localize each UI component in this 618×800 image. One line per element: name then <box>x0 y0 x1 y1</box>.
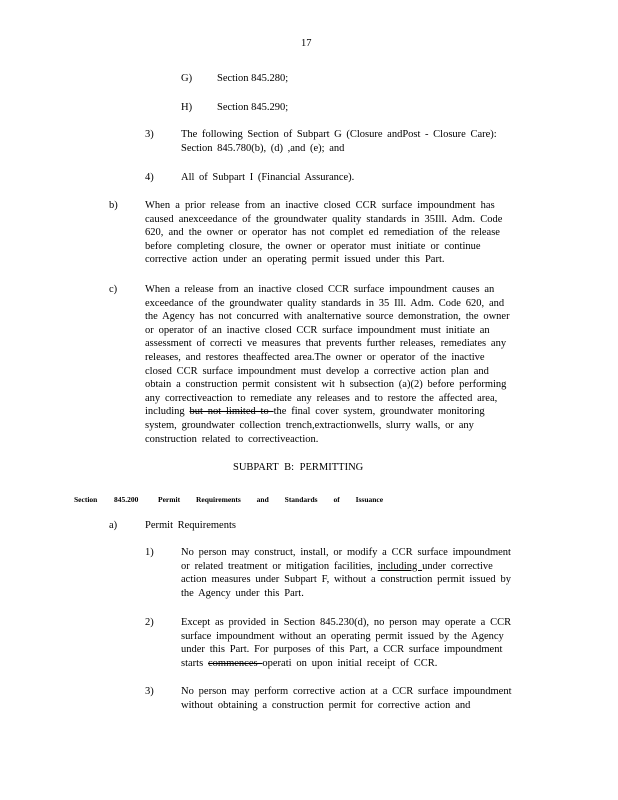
req-2-marker: 2) <box>145 617 154 628</box>
para-c-line: or operator of an inactive closed CCR surface impoundment must initiate an <box>145 324 490 336</box>
para-b-line: When a prior release from an inactive closed CCR surface impoundment has <box>145 200 495 211</box>
para-c-marker: c) <box>109 284 118 295</box>
req-2-line: surface impoundment without an operating permit issued by the Agency <box>181 630 504 642</box>
req-1-line <box>181 560 511 574</box>
req-1-text-fragment: under corrective <box>422 560 493 572</box>
para-b-line: caused anexceedance of the groundwater quality standards in 35Ill. Adm. Code <box>145 213 503 225</box>
item-3-text <box>181 128 497 155</box>
para-b-marker: b) <box>109 200 118 211</box>
req-3-line: No person may perform corrective action at a CCR surface impoundment <box>181 686 512 697</box>
struck-text: commences <box>208 657 263 669</box>
para-c-line: closed CCR surface impoundment must develop a corrective action plan and <box>145 365 489 377</box>
sub-a-marker: a) <box>109 520 118 531</box>
item-4-marker: 4) <box>145 172 154 183</box>
req-2-text-fragment: starts <box>181 657 208 669</box>
para-c-line: the Agency has not concurred with analternative source demonstration, the owner <box>145 311 510 323</box>
page-number: 17 <box>301 38 312 49</box>
para-c-line: assessment of correcti ve measures that prevents further releases, remediates any <box>145 338 507 350</box>
section-label: Section <box>74 495 98 504</box>
para-c-line: construction related to correctiveaction. <box>145 433 319 445</box>
underlined-text: including <box>377 560 423 572</box>
para-b-line: 620, and the owner or operator has not complet ed remediation of the release <box>145 227 500 239</box>
para-b-line: corrective action under an operating permit issued under this Part. <box>145 254 445 266</box>
section-title: Permit Requirements and Standards of Issuance <box>158 495 384 504</box>
para-c-line: When a release from an inactive closed CCR surface impoundment causes an <box>145 284 495 295</box>
para-c-line <box>145 405 510 419</box>
req-2-line: Except as provided in Section 845.230(d), no person may operate a CCR <box>181 617 512 628</box>
item-3-line: The following Section of Subpart G (Closure andPost - Closure Care): <box>181 129 497 140</box>
req-2-text <box>181 616 511 670</box>
para-c-line: obtain a construction permit consistent wit h subsection (a)(2) before performing <box>145 379 507 391</box>
req-1-line: action measures under Subpart F, without a construction permit issued by <box>181 574 511 586</box>
struck-text: but not limited to <box>189 406 274 418</box>
para-b-line: before completing closure, the owner or operator must initiate or continue <box>145 240 481 252</box>
para-c-text <box>145 283 510 446</box>
para-c-line: releases, and restores theaffected area.The owner or operator of the inactive <box>145 351 485 363</box>
sub-a-heading: Permit Requirements <box>145 520 236 531</box>
item-3-marker: 3) <box>145 129 154 140</box>
list-marker-g: G) <box>181 73 193 84</box>
req-2-line <box>181 657 511 671</box>
para-b-text <box>145 199 502 267</box>
para-c-text-fragment: the final cover system, groundwater monitoring <box>273 406 485 418</box>
req-2-text-fragment: operati on upon initial receipt of CCR. <box>262 657 438 669</box>
item-3-line: Section 845.780(b), (d) ,and (e); and <box>181 142 345 154</box>
req-3-text <box>181 685 511 712</box>
list-item-h-text: Section 845.290; <box>217 102 289 113</box>
para-c-line: exceedance of the groundwater quality standards in 35 Ill. Adm. Code 620, and <box>145 297 505 309</box>
item-4-text: All of Subpart I (Financial Assurance). <box>181 172 355 183</box>
req-3-marker: 3) <box>145 686 154 697</box>
req-1-text-fragment: or related treatment or mitigation facilities, <box>181 560 378 572</box>
req-1-text <box>181 546 511 600</box>
req-1-marker: 1) <box>145 547 154 558</box>
req-3-line: without obtaining a construction permit for corrective action and <box>181 699 471 711</box>
list-item-g-text: Section 845.280; <box>217 73 289 84</box>
req-1-line: No person may construct, install, or modify a CCR surface impoundment <box>181 547 511 558</box>
subpart-heading: SUBPART B: PERMITTING <box>233 462 364 473</box>
section-number: 845.200 <box>114 495 139 504</box>
para-c-text-fragment: including <box>145 406 190 418</box>
para-c-line: system, groundwater collection trench,extractionwells, slurry walls, or any <box>145 419 474 431</box>
req-1-line: the Agency under this Part. <box>181 587 304 599</box>
list-marker-h: H) <box>181 102 193 113</box>
para-c-line: any correctiveaction to remediate any releases and to restore the affected area, <box>145 392 498 404</box>
req-2-line: under this Part. For purposes of this Part, a CCR surface impoundment <box>181 644 503 656</box>
